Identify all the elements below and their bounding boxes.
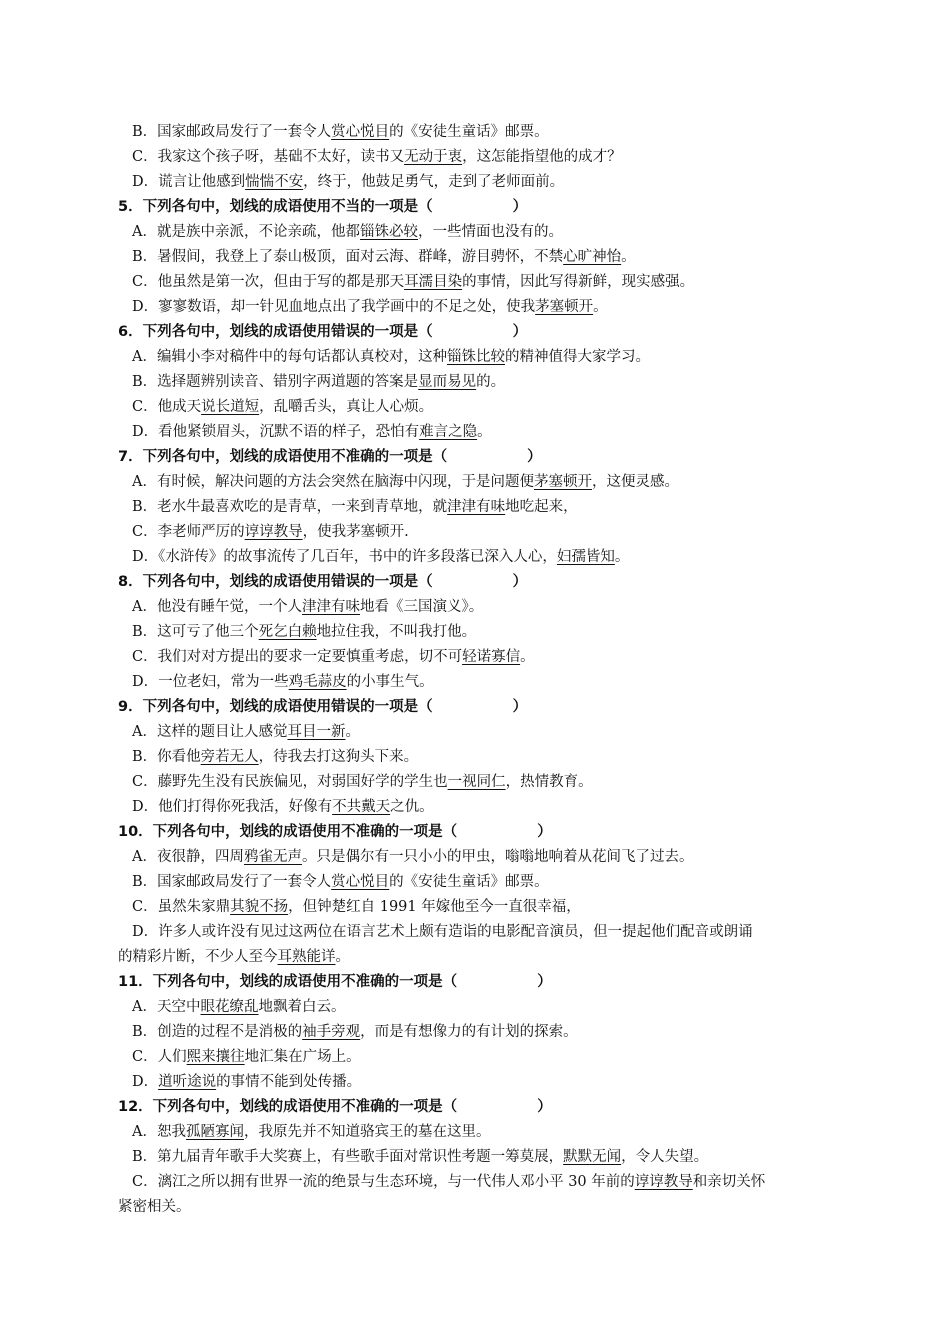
text-segment: 紧密相关。 bbox=[118, 1199, 191, 1215]
text-segment: 的事情，因此写得新鲜，现实感强。 bbox=[462, 274, 695, 290]
underlined-idiom: 锱铢必较 bbox=[359, 224, 418, 240]
answer-option bbox=[118, 870, 840, 895]
answer-option bbox=[118, 495, 840, 520]
underlined-idiom: 默默无闻 bbox=[563, 1149, 622, 1165]
text-segment: ） bbox=[512, 199, 528, 215]
underlined-idiom: 津津有味 bbox=[447, 499, 506, 515]
question-stem bbox=[118, 570, 840, 595]
text-segment: 之仇。 bbox=[390, 799, 434, 815]
answer-option bbox=[118, 1070, 840, 1095]
text-segment: D．《水浒传》的故事流传了几百年，书中的许多段落已深入人心， bbox=[132, 549, 557, 565]
underlined-idiom: 说长道短 bbox=[201, 399, 260, 415]
text-segment: ） bbox=[537, 1099, 552, 1115]
underlined-idiom: 不共戴天 bbox=[332, 799, 391, 815]
answer-option bbox=[118, 520, 840, 545]
text-segment: A．有时候，解决问题的方法会突然在脑海中闪现，于是问题便 bbox=[132, 474, 534, 490]
answer-option bbox=[118, 220, 840, 245]
underlined-idiom: 熙来攘往 bbox=[186, 1049, 245, 1065]
underlined-idiom: 锱铢比较 bbox=[446, 349, 505, 365]
text-segment: D．看他紧锁眉头，沉默不语的样子，恐怕有 bbox=[132, 424, 420, 440]
text-segment: B．国家邮政局发行了一套令人 bbox=[132, 124, 332, 140]
underlined-idiom: 难言之隐 bbox=[419, 424, 478, 440]
text-segment: C．我家这个孩子呀，基础不太好，读书又 bbox=[132, 149, 405, 165]
text-segment: 。 bbox=[593, 299, 608, 315]
answer-option bbox=[118, 845, 840, 870]
text-segment: ，我原先并不知道骆宾王的墓在这里。 bbox=[243, 1124, 491, 1140]
text-segment: C．李老师严厉的 bbox=[132, 524, 245, 540]
answer-option bbox=[118, 895, 840, 920]
text-segment: B．老水牛最喜欢吃的是青草，一来到青草地，就 bbox=[132, 499, 448, 515]
text-segment: 的《安徒生童话》邮票。 bbox=[389, 124, 549, 140]
text-segment: ，乱嚼舌头，真让人心烦。 bbox=[259, 399, 434, 415]
text-segment: 8．下列各句中，划线的成语使用错误的一项是（ bbox=[118, 574, 433, 590]
underlined-idiom: 袖手旁观 bbox=[302, 1024, 361, 1040]
text-segment: ） bbox=[512, 574, 528, 590]
text-segment: ） bbox=[512, 324, 528, 340]
text-segment: A．恕我 bbox=[132, 1124, 186, 1140]
question-stem bbox=[118, 695, 840, 720]
underlined-idiom: 耳目一新 bbox=[287, 724, 346, 740]
text-segment: C．藤野先生没有民族偏见，对弱国好学的学生也 bbox=[132, 774, 448, 790]
answer-option bbox=[118, 545, 840, 570]
text-segment: 10．下列各句中，划线的成语使用不准确的一项是（ bbox=[118, 824, 458, 840]
text-segment: 12．下列各句中，划线的成语使用不准确的一项是（ bbox=[118, 1099, 458, 1115]
text-segment: B．你看他 bbox=[132, 749, 201, 765]
underlined-idiom: 孤陋寡闻 bbox=[185, 1124, 244, 1140]
exam-page bbox=[118, 120, 840, 1220]
text-segment: B．创造的过程不是消极的 bbox=[132, 1024, 303, 1040]
underlined-idiom: 轻诺寡信 bbox=[462, 649, 521, 665]
answer-option bbox=[118, 420, 840, 445]
text-segment: ，使我茅塞顿开. bbox=[302, 524, 409, 540]
text-segment: ） bbox=[512, 699, 528, 715]
text-segment: C．他成天 bbox=[132, 399, 202, 415]
answer-option bbox=[118, 345, 840, 370]
text-segment: 。 bbox=[621, 249, 636, 265]
answer-option bbox=[118, 595, 840, 620]
answer-option bbox=[118, 1170, 840, 1195]
text-segment: C．我们对对方提出的要求一定要慎重考虑，切不可 bbox=[132, 649, 463, 665]
question-stem bbox=[118, 1095, 840, 1120]
underlined-idiom: 鸡毛蒜皮 bbox=[288, 674, 347, 690]
text-segment: 。 bbox=[345, 724, 360, 740]
answer-option bbox=[118, 245, 840, 270]
underlined-idiom: 津津有味 bbox=[301, 599, 360, 615]
underlined-idiom: 其貌不扬 bbox=[230, 899, 289, 915]
text-segment: A．他没有睡午觉，一个人 bbox=[132, 599, 302, 615]
answer-option bbox=[118, 120, 840, 145]
text-segment: 地吃起来， bbox=[505, 499, 578, 515]
text-segment: ，而是有想像力的有计划的探索。 bbox=[360, 1024, 578, 1040]
text-segment: D．寥寥数语，却一针见血地点出了我学画中的不足之处，使我 bbox=[132, 299, 536, 315]
underlined-idiom: 耳濡目染 bbox=[404, 274, 463, 290]
answer-option bbox=[118, 745, 840, 770]
question-stem bbox=[118, 195, 840, 220]
text-segment: ，这怎能指望他的成才？ bbox=[462, 149, 622, 165]
text-segment: ，这便灵感。 bbox=[591, 474, 679, 490]
text-segment: 的精彩片断，不少人至今 bbox=[118, 949, 278, 965]
text-segment: 的精神值得大家学习。 bbox=[504, 349, 650, 365]
text-segment: 5．下列各句中，划线的成语使用不当的一项是（ bbox=[118, 199, 433, 215]
text-segment: C．人们 bbox=[132, 1049, 187, 1065]
text-segment: ，令人失望。 bbox=[621, 1149, 709, 1165]
underlined-idiom: 死乞白赖 bbox=[258, 624, 317, 640]
answer-option bbox=[118, 620, 840, 645]
answer-option bbox=[118, 645, 840, 670]
question-stem bbox=[118, 320, 840, 345]
underlined-idiom: 眼花缭乱 bbox=[200, 999, 259, 1015]
answer-option bbox=[118, 670, 840, 695]
text-segment: D．谎言让他感到 bbox=[132, 174, 246, 190]
text-segment: 。 bbox=[335, 949, 350, 965]
text-segment: 地看《三国演义》。 bbox=[359, 599, 484, 615]
text-segment: 11．下列各句中，划线的成语使用不准确的一项是（ bbox=[118, 974, 458, 990]
answer-option bbox=[118, 995, 840, 1020]
text-segment: D．许多人或许没有见过这两位在语言艺术上颇有造诣的电影配音演员，但一提起他们配音或朗诵 bbox=[132, 924, 753, 940]
answer-option bbox=[118, 770, 840, 795]
text-segment: 的小事生气。 bbox=[346, 674, 434, 690]
text-segment: ，一些情面也没有的。 bbox=[417, 224, 563, 240]
answer-option bbox=[118, 270, 840, 295]
text-segment: C．漓江之所以拥有世界一流的绝景与生态环境，与一代伟人邓小平 30 年前的 bbox=[132, 1174, 635, 1190]
answer-option bbox=[118, 795, 840, 820]
text-segment: B．国家邮政局发行了一套令人 bbox=[132, 874, 332, 890]
text-segment: ，但钟楚红自 1991 年嫁他至今一直很幸福， bbox=[288, 899, 581, 915]
underlined-idiom: 谆谆教导 bbox=[244, 524, 303, 540]
answer-option bbox=[118, 1045, 840, 1070]
text-segment: A．夜很静，四周 bbox=[132, 849, 244, 865]
answer-option bbox=[118, 145, 840, 170]
text-segment: ） bbox=[537, 824, 552, 840]
text-segment: 。 bbox=[520, 649, 535, 665]
text-segment: 的。 bbox=[476, 374, 506, 390]
answer-option bbox=[118, 945, 840, 970]
text-segment: ） bbox=[527, 449, 542, 465]
underlined-idiom: 旁若无人 bbox=[200, 749, 259, 765]
underlined-idiom: 茅塞顿开 bbox=[535, 299, 594, 315]
text-segment: 和亲切关怀 bbox=[692, 1174, 766, 1190]
text-segment: C．虽然朱家鼎 bbox=[132, 899, 231, 915]
text-segment: B．这可亏了他三个 bbox=[132, 624, 259, 640]
text-segment: A．就是族中亲派，不论亲疏，他都 bbox=[132, 224, 360, 240]
answer-option bbox=[118, 170, 840, 195]
text-segment: B．选择题辨别读音、错别字两道题的答案是 bbox=[132, 374, 419, 390]
text-segment: 。 bbox=[614, 549, 630, 565]
question-stem bbox=[118, 445, 840, 470]
answer-option bbox=[118, 720, 840, 745]
underlined-idiom: 惴惴不安 bbox=[245, 174, 304, 190]
question-stem bbox=[118, 820, 840, 845]
underlined-idiom: 赏心悦目 bbox=[331, 874, 390, 890]
answer-option bbox=[118, 1145, 840, 1170]
text-segment: D．一位老妇，常为一些 bbox=[132, 674, 289, 690]
underlined-idiom: 谆谆教导 bbox=[634, 1174, 693, 1190]
underlined-idiom: 心旷神怡 bbox=[563, 249, 622, 265]
text-segment: ，待我去打这狗头下来。 bbox=[258, 749, 419, 765]
answer-option bbox=[118, 1020, 840, 1045]
text-segment: 的事情不能到处传播。 bbox=[216, 1074, 362, 1090]
underlined-idiom: 茅塞顿开 bbox=[533, 474, 592, 490]
text-segment: ，热情教育。 bbox=[505, 774, 593, 790]
answer-option bbox=[118, 370, 840, 395]
text-segment: B．第九届青年歌手大奖赛上，有些歌手面对常识性考题一筹莫展， bbox=[132, 1149, 564, 1165]
answer-option bbox=[118, 295, 840, 320]
underlined-idiom: 耳熟能详 bbox=[277, 949, 336, 965]
text-segment: 6．下列各句中，划线的成语使用错误的一项是（ bbox=[118, 324, 433, 340]
answer-option bbox=[118, 395, 840, 420]
underlined-idiom: 无动于衷 bbox=[404, 149, 463, 165]
answer-option bbox=[118, 1195, 840, 1220]
text-segment: C．他虽然是第一次，但由于写的都是那天 bbox=[132, 274, 405, 290]
text-segment: A．天空中 bbox=[132, 999, 201, 1015]
answer-option bbox=[118, 1120, 840, 1145]
text-segment: D．他们打得你死我活，好像有 bbox=[132, 799, 333, 815]
text-segment: 7．下列各句中，划线的成语使用不准确的一项是（ bbox=[118, 449, 448, 465]
text-segment: 的《安徒生童话》邮票。 bbox=[389, 874, 549, 890]
text-segment: 。只是偶尔有一只小小的甲虫，嗡嗡地响着从花间飞了过去。 bbox=[301, 849, 694, 865]
text-segment: 地汇集在广场上。 bbox=[244, 1049, 361, 1065]
text-segment: D． bbox=[132, 1074, 159, 1090]
text-segment: ） bbox=[537, 974, 552, 990]
text-segment: 。 bbox=[477, 424, 492, 440]
text-segment: B．暑假间，我登上了泰山极顶，面对云海、群峰，游目骋怀，不禁 bbox=[132, 249, 564, 265]
text-segment: 地飘着白云。 bbox=[258, 999, 346, 1015]
underlined-idiom: 显而易见 bbox=[418, 374, 477, 390]
answer-option bbox=[118, 470, 840, 495]
text-segment: 地拉住我，不叫我打他。 bbox=[316, 624, 477, 640]
underlined-idiom: 赏心悦目 bbox=[331, 124, 390, 140]
text-segment: 9．下列各句中，划线的成语使用错误的一项是（ bbox=[118, 699, 433, 715]
underlined-idiom: 道听途说 bbox=[158, 1074, 217, 1090]
text-segment: ，终于，他鼓足勇气，走到了老师面前。 bbox=[303, 174, 565, 190]
text-segment: A．编辑小李对稿件中的每句话都认真校对，这种 bbox=[132, 349, 447, 365]
underlined-idiom: 一视同仁 bbox=[447, 774, 506, 790]
underlined-idiom: 鸦雀无声 bbox=[243, 849, 302, 865]
underlined-idiom: 妇孺皆知 bbox=[556, 549, 615, 565]
text-segment: A．这样的题目让人感觉 bbox=[132, 724, 288, 740]
answer-option bbox=[118, 920, 840, 945]
question-stem bbox=[118, 970, 840, 995]
